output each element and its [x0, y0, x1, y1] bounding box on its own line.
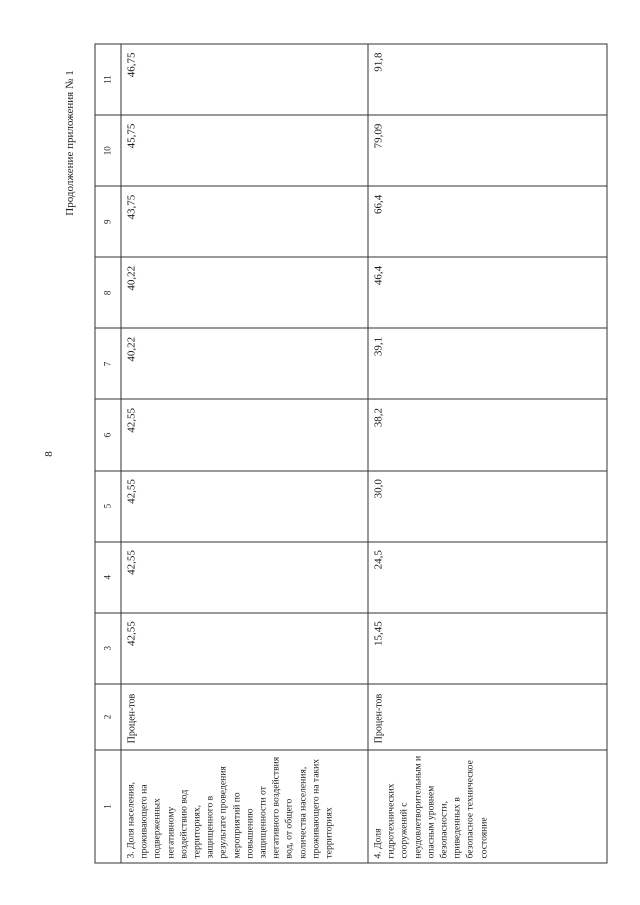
value-text: 43,75 [125, 194, 137, 219]
table-header-row [95, 44, 121, 863]
value-cell [121, 399, 368, 470]
value-text: 79,09 [372, 123, 384, 148]
value-text: 42,55 [125, 549, 137, 575]
column-number-header: 2 [95, 683, 121, 749]
value-cell [121, 115, 368, 186]
value-text: 30,0 [372, 478, 384, 498]
column-number-header: 9 [95, 186, 121, 257]
value-text: 66,4 [372, 194, 384, 214]
column-number-header: 8 [95, 257, 121, 328]
value-cell [368, 257, 607, 328]
column-number-header: 1 [95, 749, 121, 862]
indicators-table-container [96, 41, 605, 861]
page-number: 8 [43, 451, 55, 457]
unit-text: Процен-тов [373, 693, 384, 743]
indicator-cell [121, 749, 368, 862]
value-text: 24,5 [372, 549, 384, 569]
value-text: 91,8 [372, 52, 384, 72]
appendix-continuation-text: Продолжение приложения № 1 [64, 70, 76, 216]
value-text: 46,4 [372, 265, 384, 285]
indicator-text: 3. Доля населения, проживающего на подверженных негативному воздействию вод территориях, защищенного в результате проведения мероприятий по повышению защищенности от негативного воздействия вод, от общего количества населения, проживающего на таких территориях [125, 756, 335, 858]
indicators-table [94, 43, 607, 863]
table-row [368, 44, 607, 863]
value-cell [368, 44, 607, 115]
value-cell [368, 186, 607, 257]
value-cell [121, 470, 368, 541]
value-cell [121, 612, 368, 683]
value-cell [368, 328, 607, 399]
value-text: 40,22 [125, 265, 137, 291]
unit-text: Процен-тов [126, 693, 137, 743]
indicator-text: 4. Доля гидротехнических сооружений с неудовлетворительным и опасным уровнем безопасности, приведенных в безопасное техническое состояние [372, 755, 489, 858]
column-number-header: 7 [95, 328, 121, 399]
value-text: 45,75 [125, 123, 137, 148]
value-cell [121, 44, 368, 115]
value-cell [121, 186, 368, 257]
column-number-header: 3 [95, 612, 121, 683]
column-number-header: 11 [95, 44, 121, 115]
column-number-header: 10 [95, 115, 121, 186]
value-cell [368, 470, 607, 541]
indicator-cell [368, 749, 607, 862]
value-cell [368, 115, 607, 186]
value-cell [368, 399, 607, 470]
value-text: 39,1 [372, 336, 384, 356]
column-number-header: 4 [95, 541, 121, 612]
value-text: 15,45 [372, 620, 384, 646]
unit-cell [121, 683, 368, 749]
value-text: 42,55 [125, 407, 137, 433]
value-cell [368, 612, 607, 683]
value-cell [121, 328, 368, 399]
table-row [121, 44, 368, 863]
value-cell [368, 541, 607, 612]
value-text: 42,55 [125, 478, 137, 504]
value-cell [121, 257, 368, 328]
value-text: 42,55 [125, 620, 137, 646]
unit-cell [368, 683, 607, 749]
column-number-header: 5 [95, 470, 121, 541]
value-text: 38,2 [372, 407, 384, 427]
value-cell [121, 541, 368, 612]
column-number-header: 6 [95, 399, 121, 470]
value-text: 40,22 [125, 336, 137, 362]
value-text: 46,75 [125, 52, 137, 77]
